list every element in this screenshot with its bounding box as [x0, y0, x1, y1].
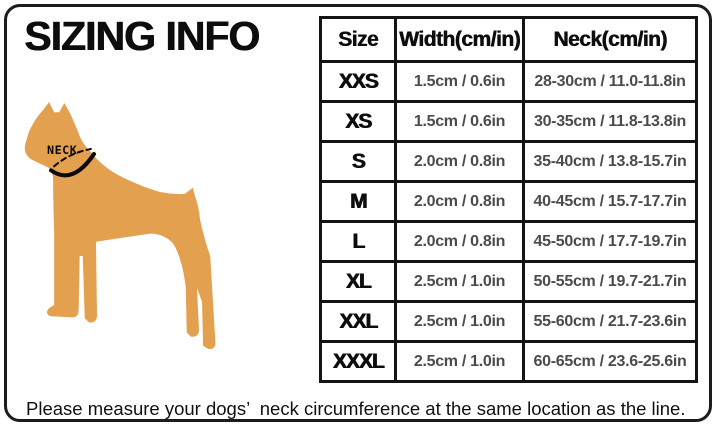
width-cell: 1.5cm / 0.6in — [396, 102, 524, 142]
size-cell: XL — [321, 262, 396, 302]
size-cell: XS — [321, 102, 396, 142]
table-row — [321, 262, 697, 302]
width-cell: 2.0cm / 0.8in — [396, 142, 524, 182]
table-row — [321, 142, 697, 182]
size-table-body — [321, 62, 697, 382]
size-cell: XXL — [321, 302, 396, 342]
width-cell: 2.0cm / 0.8in — [396, 222, 524, 262]
table-row — [321, 302, 697, 342]
header-neck: Neck(cm/in) — [524, 18, 697, 62]
size-table-header — [321, 18, 697, 62]
dog-diagram — [20, 100, 225, 355]
table-row — [321, 342, 697, 382]
neck-cell: 50-55cm / 19.7-21.7in — [524, 262, 697, 302]
width-cell: 2.5cm / 1.0in — [396, 342, 524, 382]
width-cell: 2.5cm / 1.0in — [396, 262, 524, 302]
neck-cell: 35-40cm / 13.8-15.7in — [524, 142, 697, 182]
width-cell: 2.5cm / 1.0in — [396, 302, 524, 342]
neck-cell: 28-30cm / 11.0-11.8in — [524, 62, 697, 102]
header-size: Size — [321, 18, 396, 62]
measure-instruction-note: Please measure your dogs’ neck circumference at the same location as the line. — [26, 398, 686, 419]
neck-label: NECK — [47, 143, 78, 158]
width-cell: 2.0cm / 0.8in — [396, 182, 524, 222]
neck-cell: 60-65cm / 23.6-25.6in — [524, 342, 697, 382]
dog-diagram-svg — [20, 100, 225, 355]
width-cell: 1.5cm / 0.6in — [396, 62, 524, 102]
neck-cell: 55-60cm / 21.7-23.6in — [524, 302, 697, 342]
size-cell: XXXL — [321, 342, 396, 382]
header-row — [321, 18, 697, 62]
table-row — [321, 102, 697, 142]
table-row — [321, 62, 697, 102]
neck-cell: 30-35cm / 11.8-13.8in — [524, 102, 697, 142]
neck-cell: 40-45cm / 15.7-17.7in — [524, 182, 697, 222]
size-cell: XXS — [321, 62, 396, 102]
table-row — [321, 222, 697, 262]
table-row — [321, 182, 697, 222]
dog-silhouette — [25, 102, 216, 349]
header-width: Width(cm/in) — [396, 18, 524, 62]
size-table — [319, 16, 698, 383]
size-cell: S — [321, 142, 396, 182]
neck-cell: 45-50cm / 17.7-19.7in — [524, 222, 697, 262]
size-cell: M — [321, 182, 396, 222]
size-cell: L — [321, 222, 396, 262]
page-title: SIZING INFO — [24, 13, 259, 59]
